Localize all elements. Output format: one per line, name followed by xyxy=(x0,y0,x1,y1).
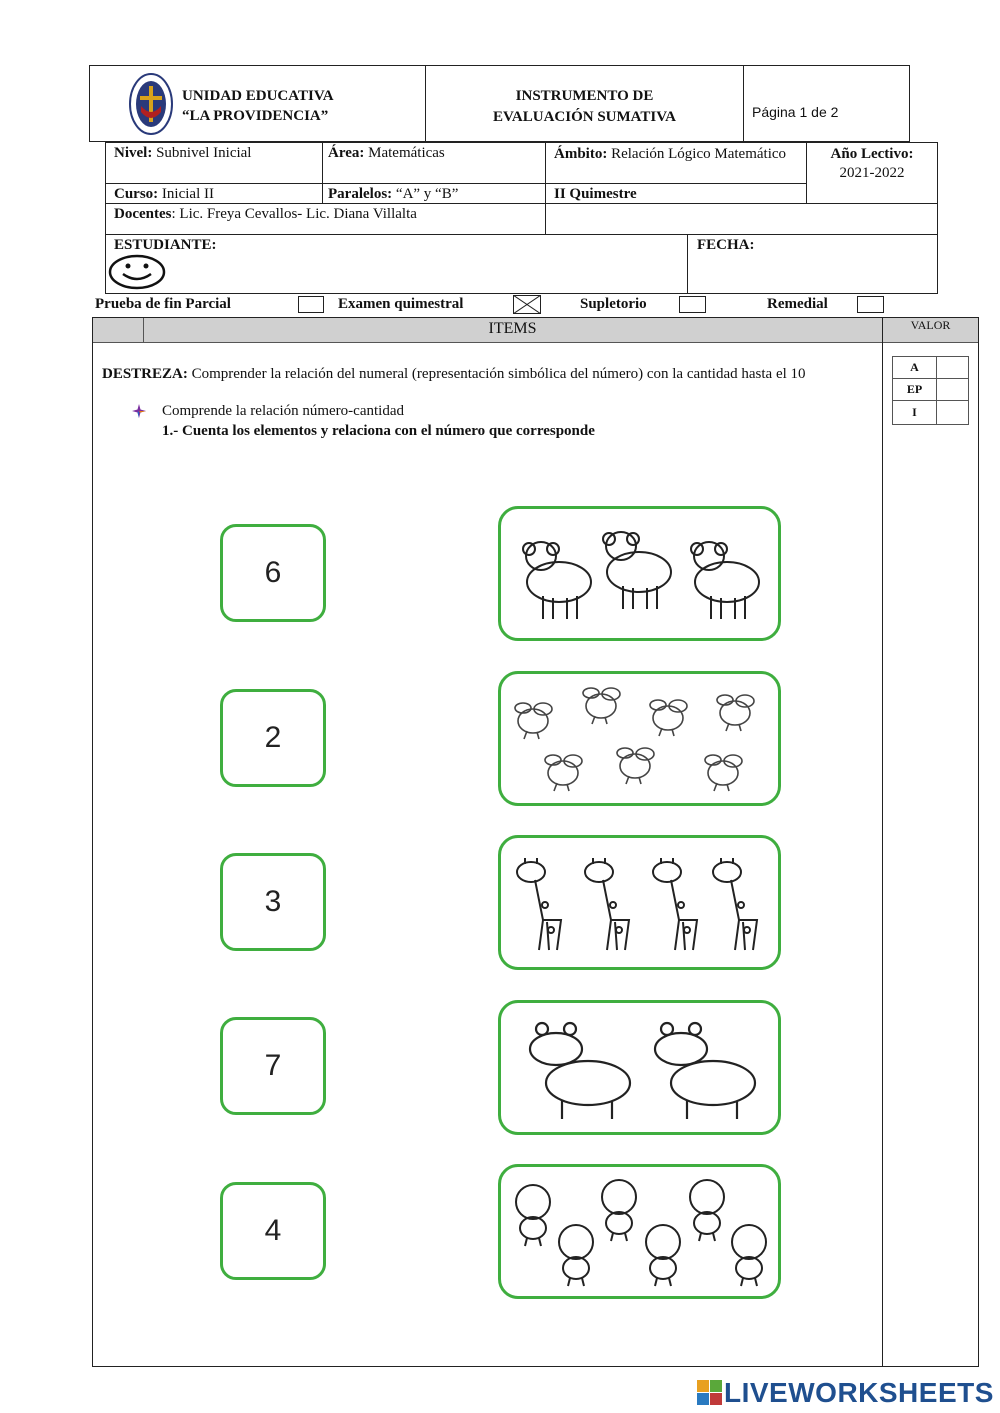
bee-icon xyxy=(515,703,552,739)
instrument-title-line1: INSTRUMENTO DE xyxy=(515,88,654,104)
bird-icon xyxy=(516,1185,550,1246)
school-name-line1: UNIDAD EDUCATIVA xyxy=(182,88,334,104)
watermark[interactable]: LIVEWORKSHEETS xyxy=(724,1377,994,1408)
giraffe-icon xyxy=(713,858,757,950)
bee-icon xyxy=(617,748,654,784)
supletorio-checkbox[interactable] xyxy=(679,296,706,313)
area-field: Área: Matemáticas xyxy=(328,145,445,161)
header-page-cell xyxy=(743,65,910,142)
bee-icon xyxy=(545,755,582,791)
number-box[interactable]: 7 xyxy=(220,1017,326,1115)
hippo-icon xyxy=(530,1023,630,1119)
header-school-cell xyxy=(89,65,426,142)
valor-scale-i: I xyxy=(892,400,937,425)
bird-icon xyxy=(732,1225,766,1286)
liveworksheets-logo-icon xyxy=(697,1380,723,1406)
giraffe-icon xyxy=(585,858,629,950)
sheep-icon xyxy=(603,532,671,609)
bee-icon xyxy=(583,688,620,724)
bird-icon xyxy=(690,1180,724,1241)
giraffe-icon xyxy=(517,858,561,950)
items-header: ITEMS xyxy=(488,320,537,337)
curso-field: Curso: Inicial II xyxy=(114,186,214,202)
animal-group-bees[interactable] xyxy=(498,671,781,806)
valor-cell-a[interactable] xyxy=(936,356,969,379)
nivel-field: Nivel: Subnivel Inicial xyxy=(114,145,252,161)
bee-icon xyxy=(705,755,742,791)
valor-cell-i[interactable] xyxy=(936,400,969,425)
bee-icon xyxy=(650,700,687,736)
remedial-checkbox[interactable] xyxy=(857,296,884,313)
hippo-icon xyxy=(655,1023,755,1119)
question-text: 1.- Cuenta los elementos y relaciona con el número que corresponde xyxy=(162,423,595,439)
docentes-field: Docentes: Lic. Freya Cevallos- Lic. Diana Villalta xyxy=(114,206,417,222)
bee-icon xyxy=(717,695,754,731)
smiley-face-icon xyxy=(108,254,166,290)
school-name-line2: “LA PROVIDENCIA” xyxy=(182,108,329,124)
number-box[interactable]: 6 xyxy=(220,524,326,622)
quimestral-checkbox[interactable] xyxy=(513,295,541,314)
bird-icon xyxy=(602,1180,636,1241)
parcial-checkbox[interactable] xyxy=(298,296,324,313)
page-number: Página 1 de 2 xyxy=(752,104,839,120)
supletorio-label: Supletorio xyxy=(580,296,647,312)
anio-lectivo-field: Año Lectivo: 2021-2022 xyxy=(830,146,914,181)
giraffe-icon xyxy=(653,858,697,950)
indicator-text: Comprende la relación número-cantidad xyxy=(162,403,404,419)
valor-cell-ep[interactable] xyxy=(936,378,969,401)
number-box[interactable]: 3 xyxy=(220,853,326,951)
valor-scale-ep: EP xyxy=(892,378,937,401)
bullet-star-icon xyxy=(131,403,147,419)
bird-icon xyxy=(559,1225,593,1286)
valor-scale-a: A xyxy=(892,356,937,379)
instrument-title-line2: EVALUACIÓN SUMATIVA xyxy=(493,109,676,125)
destreza-text: DESTREZA: Comprender la relación del numeral (representación simbólica del número) con la cantidad hasta el 10 xyxy=(102,366,806,382)
number-box[interactable]: 4 xyxy=(220,1182,326,1280)
animal-group-hippos[interactable] xyxy=(498,1000,781,1135)
remedial-label: Remedial xyxy=(767,296,828,312)
number-box[interactable]: 2 xyxy=(220,689,326,787)
parcial-label: Prueba de fin Parcial xyxy=(95,296,231,312)
bird-icon xyxy=(646,1225,680,1286)
ambito-field: Ámbito: Relación Lógico Matemático xyxy=(554,146,787,162)
animal-group-birds[interactable] xyxy=(498,1164,781,1299)
sheep-icon xyxy=(691,542,759,619)
animal-group-giraffes[interactable] xyxy=(498,835,781,970)
header-instrument-cell xyxy=(425,65,744,142)
quimestre-field: II Quimestre xyxy=(554,186,637,202)
school-crest-icon xyxy=(128,72,174,136)
sheep-icon xyxy=(523,542,591,619)
valor-header: VALOR xyxy=(910,318,951,332)
quimestral-label: Examen quimestral xyxy=(338,296,464,312)
paralelos-field: Paralelos: “A” y “B” xyxy=(328,186,459,202)
animal-group-sheep[interactable] xyxy=(498,506,781,641)
estudiante-label: ESTUDIANTE: xyxy=(114,237,217,253)
fecha-label: FECHA: xyxy=(697,237,755,253)
